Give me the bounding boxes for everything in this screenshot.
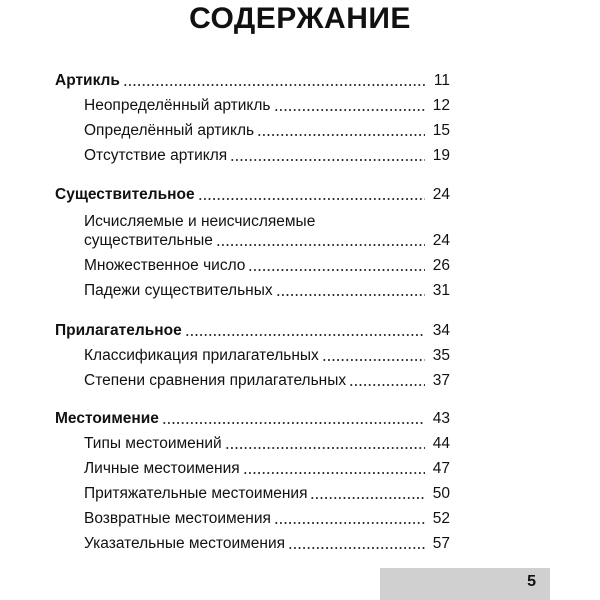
toc-page-number: 31 [432,282,450,299]
dot-leader [310,497,425,499]
dot-leader [349,384,425,386]
dot-leader [257,134,425,136]
toc-item-label: Падежи существительных [84,282,273,299]
toc-item [84,429,450,453]
toc-item [84,251,450,275]
toc-page-number: 19 [432,147,450,164]
toc-item-label: Степени сравнения прилагательных [84,372,347,389]
toc-page-number: 47 [432,460,450,477]
toc-page-number: 50 [432,485,450,502]
toc-item-label: Классификация прилагательных [84,347,319,364]
toc-page-number: 24 [432,232,450,249]
dot-leader [248,269,425,271]
toc-section-article [55,66,450,90]
toc-page-number: 34 [432,322,450,339]
toc-item [84,341,450,365]
page-number: 5 [527,573,536,590]
toc-item [84,141,450,165]
dot-leader [276,294,425,296]
toc-section-noun [55,180,450,204]
toc-item [84,116,450,140]
toc-page-number: 37 [432,372,450,389]
toc-item-label: Притяжательные местоимения [84,485,308,502]
dot-leader [230,159,425,161]
toc-item-label: существительные [84,232,213,249]
toc-item [84,366,450,390]
toc-item-label: Неопределённый артикль [84,97,271,114]
dot-leader [123,84,425,86]
dot-leader [185,334,425,336]
toc-page-number: 26 [432,257,450,274]
dot-leader [225,447,425,449]
toc-item-label: Множественное число [84,257,246,274]
toc-item [84,91,450,115]
toc-section-pronoun [55,404,450,428]
toc-page-number: 11 [433,72,450,89]
toc-item [84,226,450,250]
toc-item [84,454,450,478]
dot-leader [216,244,425,246]
toc-item-label: Указательные местоимения [84,535,286,552]
dot-leader [322,359,425,361]
toc-item-label: Определённый артикль [84,122,255,139]
toc-item [84,479,450,503]
toc-item-label: Отсутствие артикля [84,147,228,164]
toc-item-label: Возвратные местоимения [84,510,271,527]
toc-item [84,529,450,553]
dot-leader [243,472,425,474]
toc-item [84,276,450,300]
toc-section-label: Артикль [55,72,120,89]
page-number-tab [380,568,550,600]
dot-leader [274,522,425,524]
toc-page-number: 43 [432,410,450,427]
toc-page-number: 35 [432,347,450,364]
page-title: СОДЕРЖАНИЕ [189,2,411,35]
toc-section-label: Существительное [55,186,195,203]
toc-section-adjective [55,316,450,340]
dot-leader [162,422,425,424]
toc-item-label: Личные местоимения [84,460,240,477]
dot-leader [274,109,426,111]
toc-page-number: 44 [432,435,450,452]
toc-section-label: Местоимение [55,410,159,427]
toc-page-number: 12 [432,97,450,114]
dot-leader [198,198,425,200]
toc-item [84,504,450,528]
toc-page-number: 15 [432,122,450,139]
dot-leader [288,547,425,549]
toc-page-number: 24 [432,186,450,203]
toc-item-label-line1: Исчисляемые и неисчисляемые [84,213,316,230]
toc-page-number: 52 [432,510,450,527]
toc-item-label: Типы местоимений [84,435,222,452]
toc-section-label: Прилагательное [55,322,182,339]
toc-page-number: 57 [432,535,450,552]
